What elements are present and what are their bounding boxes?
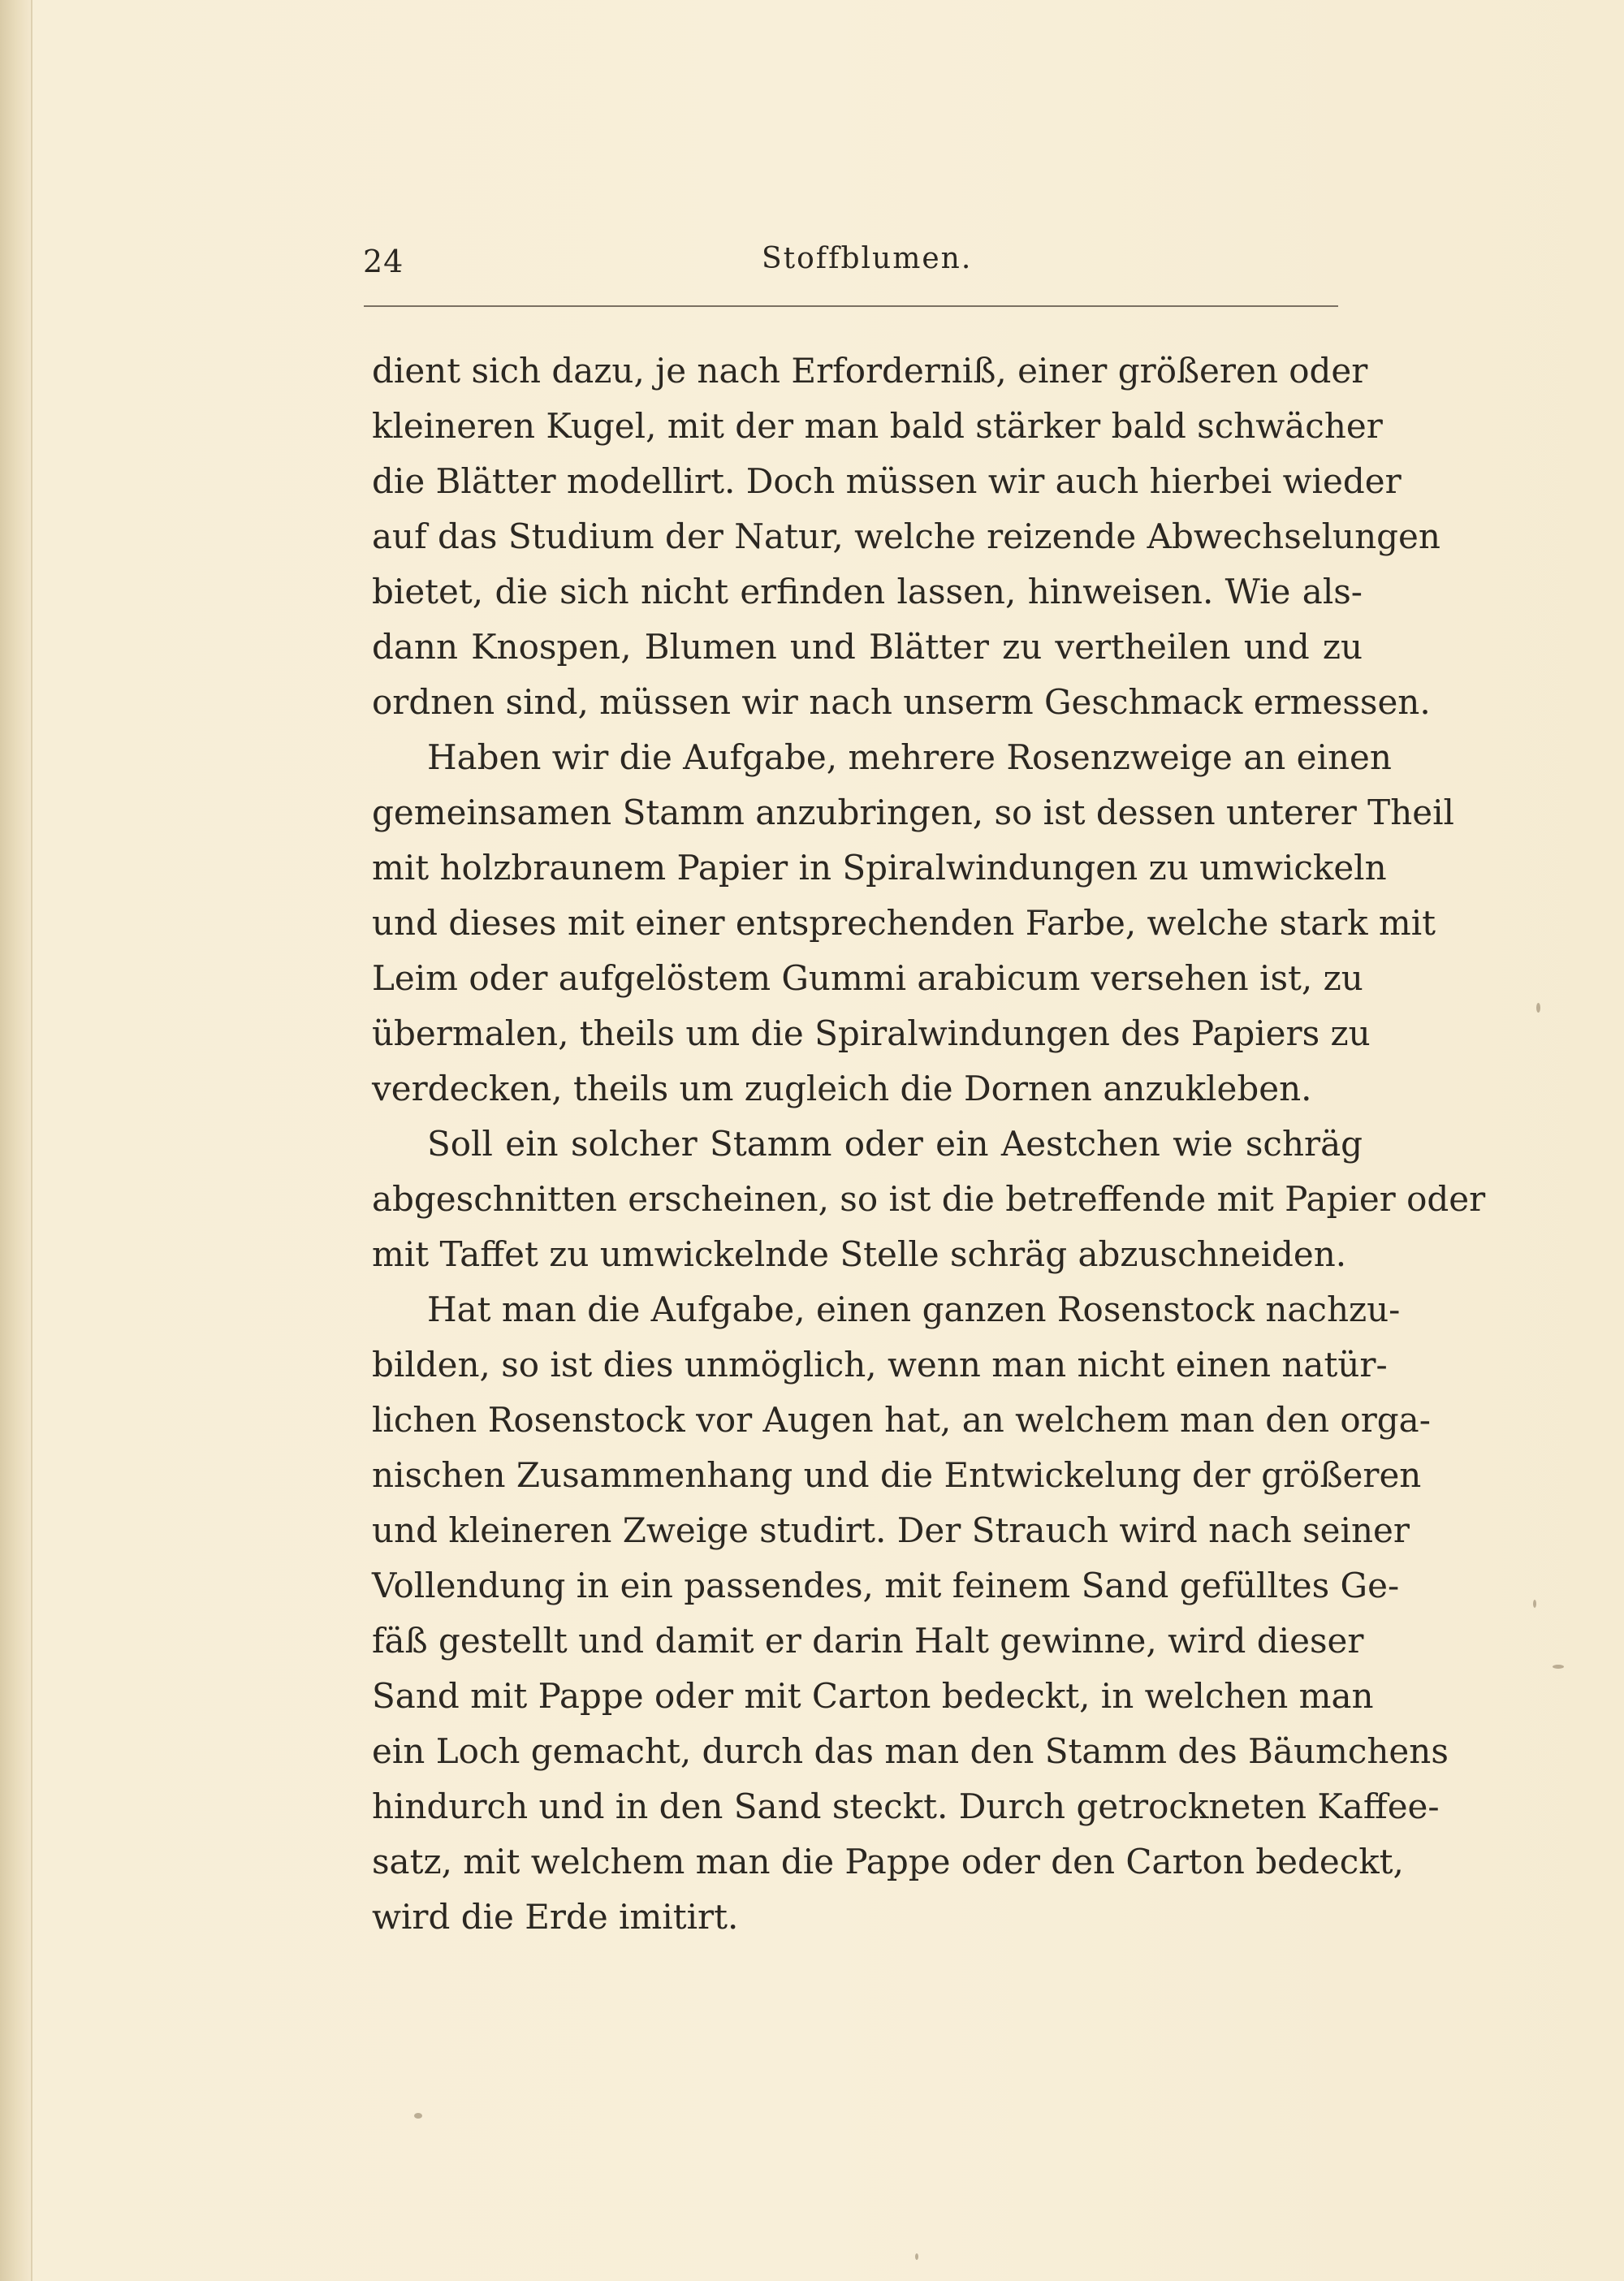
paper-speck [1553,1665,1564,1669]
text-line: Leim oder aufgelöstem Gummi arabicum versehen ist, zu [372,958,1363,998]
text-line: wird die Erde imitirt. [372,1897,739,1937]
text-line: kleineren Kugel, mit der man bald stärker bald schwächer [372,406,1383,446]
text-line: ordnen sind, müssen wir nach unserm Geschmack ermessen. [372,682,1431,722]
text-line: dient sich dazu, je nach Erforderniß, einer größeren oder [372,351,1368,391]
text-line: dann Knospen, Blumen und Blätter zu vertheilen und zu [372,627,1363,667]
text-line: Haben wir die Aufgabe, mehrere Rosenzweige an einen [427,737,1392,777]
text-line: fäß gestellt und damit er darin Halt gewinne, wird dieser [372,1621,1364,1661]
header-rule [364,305,1338,307]
text-line: ein Loch gemacht, durch das man den Stamm des Bäumchens [372,1731,1449,1771]
text-line: und dieses mit einer entsprechenden Farbe, welche stark mit [372,903,1436,943]
text-line: Sand mit Pappe oder mit Carton bedeckt, in welchen man [372,1676,1374,1716]
page-header [363,235,1337,284]
text-line: übermalen, theils um die Spiralwindungen des Papiers zu [372,1013,1371,1053]
paper-speck [915,2253,918,2260]
text-line: Vollendung in ein passendes, mit feinem Sand gefülltes Ge- [372,1566,1400,1605]
text-line: verdecken, theils um zugleich die Dornen anzukleben. [372,1069,1312,1108]
gutter-fold-line [31,0,32,2281]
paper-speck [414,2113,422,2119]
text-line: nischen Zusammenhang und die Entwickelung der größeren [372,1455,1422,1495]
text-line: satz, mit welchem man die Pappe oder den Carton bedeckt, [372,1842,1404,1881]
text-line: mit Taffet zu umwickelnde Stelle schräg abzuschneiden. [372,1234,1347,1274]
running-title: Stoffblumen. [762,242,973,275]
page-number: 24 [363,244,404,279]
text-line: Soll ein solcher Stamm oder ein Aestchen wie schräg [427,1124,1363,1164]
text-line: lichen Rosenstock vor Augen hat, an welchem man den orga- [372,1400,1431,1440]
text-line: Hat man die Aufgabe, einen ganzen Rosenstock nachzu- [427,1290,1401,1329]
text-line: bietet, die sich nicht erfinden lassen, hinweisen. Wie als- [372,572,1363,611]
text-line: hindurch und in den Sand steckt. Durch getrockneten Kaffee- [372,1786,1440,1826]
text-line: und kleineren Zweige studirt. Der Strauch wird nach seiner [372,1510,1410,1550]
text-line: gemeinsamen Stamm anzubringen, so ist dessen unterer Theil [372,793,1454,832]
page-gutter [0,0,31,2281]
paper-speck [1536,1003,1540,1013]
text-line: mit holzbraunem Papier in Spiralwindungen zu umwickeln [372,848,1387,888]
body-text [372,343,1486,1945]
text-line: bilden, so ist dies unmöglich, wenn man nicht einen natür- [372,1345,1388,1385]
text-line: abgeschnitten erscheinen, so ist die betreffende mit Papier oder [372,1179,1486,1219]
paper-speck [1533,1600,1536,1608]
text-line: die Blätter modellirt. Doch müssen wir auch hierbei wieder [372,461,1402,501]
text-line: auf das Studium der Natur, welche reizende Abwechselungen [372,516,1440,556]
